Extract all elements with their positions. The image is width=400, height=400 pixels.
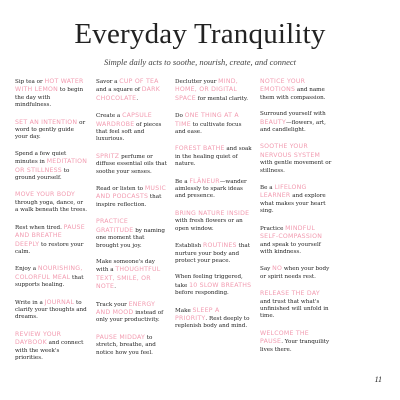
tip-text: or word to gently guide your day.	[15, 119, 86, 141]
tips-grid	[15, 78, 386, 378]
page-title: Everyday Tranquility	[74, 18, 326, 50]
tip-text: and a square of	[96, 87, 142, 94]
tip-item	[15, 191, 88, 214]
tip-text: .	[136, 95, 139, 102]
tip-highlight: 10 SLOW BREATHS	[189, 281, 252, 289]
tip-highlight: SOOTHE YOUR NERVOUS SYSTEM	[260, 143, 321, 159]
tip-text: When feeling triggered, take	[175, 274, 243, 289]
tip-item	[15, 331, 88, 363]
tip-text: perfume or diffuse essential oils that soothe your senses.	[96, 153, 167, 175]
tip-text: —flowers, art, and candlelight.	[260, 119, 326, 134]
tip-text: and soak in the healing quiet of nature.	[175, 146, 252, 168]
tip-text: —wander aimlessly to spark ideas and presence.	[175, 178, 247, 200]
tip-item	[96, 112, 167, 144]
tip-highlight: RELEASE THE DAY	[260, 290, 320, 298]
tip-highlight: CUP OF TEA	[119, 78, 159, 85]
tip-highlight: MOVE YOUR BODY	[15, 191, 76, 199]
tip-highlight: MINDFUL SELF-COMPASSION	[260, 224, 323, 241]
tip-text: Rest when tired.	[15, 224, 64, 231]
tips-column-1	[15, 78, 88, 371]
tip-highlight: BEAUTY	[260, 118, 286, 126]
tip-text: and trust that what's unfinished will unfold in time.	[260, 298, 329, 320]
tip-highlight: PRACTICE GRATITUDE	[96, 218, 134, 234]
tip-item	[260, 290, 332, 321]
tip-text: to ground yourself.	[15, 167, 70, 182]
tip-highlight: PAUSE MIDDAY	[96, 333, 146, 341]
tip-text: with fresh flowers or an open window.	[175, 218, 243, 232]
tip-item	[260, 111, 332, 134]
tip-text: Say	[260, 266, 273, 273]
tip-highlight: THOUGHTFUL TEXT, SMILE, OR NOTE	[96, 266, 161, 291]
tip-text: Practice	[260, 225, 286, 232]
tip-text: Enjoy a	[15, 266, 38, 273]
tip-item	[15, 299, 88, 322]
tip-text: Spend a few quiet minutes in	[15, 150, 67, 166]
tip-highlight: PAUSE AND BREATHE DEEPLY	[15, 223, 85, 248]
tip-highlight: DARK CHOCOLATE	[96, 86, 161, 102]
tip-highlight: NO	[272, 265, 283, 273]
tip-text: through yoga, dance, or a walk beneath the trees.	[15, 199, 88, 214]
tip-text: Create a	[96, 113, 123, 120]
tip-text: Declutter your	[175, 79, 219, 85]
tip-text: and speak to yourself with kindness.	[260, 241, 321, 255]
tip-text: to restore your calm.	[15, 241, 84, 255]
tip-text: . Rest deeply to replenish body and mind.	[175, 315, 250, 330]
tip-highlight: WELCOME THE PAUSE	[260, 329, 309, 346]
tip-text: Establish	[175, 243, 203, 250]
tip-text: with gentle movement or stillness.	[260, 160, 332, 174]
tip-item	[96, 301, 167, 325]
tip-item	[96, 78, 167, 103]
tip-item	[15, 151, 88, 183]
tips-column-2	[96, 78, 167, 366]
tip-highlight: FLÂNEUR	[189, 177, 220, 185]
tip-text: and connect with the week's priorities.	[15, 340, 84, 361]
tip-item	[175, 242, 252, 265]
tip-item	[260, 78, 332, 102]
tip-item	[260, 143, 332, 175]
tip-text: for mental clarity.	[195, 95, 249, 102]
tip-highlight: SET AN INTENTION	[15, 118, 78, 126]
tip-highlight: JOURNAL	[44, 298, 75, 306]
tip-text: Make	[175, 307, 193, 314]
tip-text: before responding.	[175, 290, 229, 297]
tip-item	[15, 119, 88, 142]
tip-text: by naming one moment that brought you joy.	[96, 227, 165, 249]
tip-item	[175, 145, 252, 168]
tip-item	[96, 259, 167, 292]
page-number: 11	[374, 375, 382, 384]
tip-item	[175, 210, 252, 233]
tip-item	[260, 265, 332, 281]
tip-text: Write in a	[15, 299, 45, 306]
tip-item	[175, 178, 252, 201]
tips-column-3	[175, 78, 252, 340]
tip-highlight: NOTICE YOUR EMOTIONS	[260, 78, 306, 94]
tip-item	[96, 218, 167, 250]
tips-column-4	[260, 78, 332, 363]
tip-highlight: ONE THING AT A TIME	[175, 112, 239, 128]
tip-highlight: REVIEW YOUR DAYBOOK	[15, 330, 62, 347]
tip-highlight: LIFELONG LEARNER	[260, 184, 307, 200]
tip-item	[175, 112, 252, 136]
tip-highlight: MEDITATION OR STILLNESS	[15, 158, 88, 174]
tip-item	[96, 334, 167, 357]
tip-item	[175, 307, 252, 331]
tip-text: Make someone's day with a	[96, 258, 155, 274]
tip-text: and name them with compassion.	[260, 87, 326, 101]
tip-item	[260, 184, 332, 216]
tip-item	[96, 153, 167, 176]
tip-item	[260, 225, 332, 257]
tip-text: of pieces that feel soft and luxurious.	[96, 121, 162, 143]
tip-highlight: SPRITZ	[96, 152, 120, 160]
tip-text: that supports healing.	[15, 274, 84, 289]
tip-highlight: NOURISHING, COLORFUL MEAL	[15, 265, 83, 281]
tip-item	[175, 274, 252, 297]
page-subtitle: Simple daily acts to soothe, nourish, create, and connect	[103, 57, 297, 67]
tip-text: to clarify your thoughts and dreams.	[15, 299, 87, 321]
tip-text: Do	[175, 113, 185, 120]
tip-highlight: BRING NATURE INSIDE	[175, 209, 250, 217]
tip-text: Sip tea or	[15, 79, 45, 85]
tip-text: to stretch, breathe, and notice how you feel.	[96, 334, 156, 356]
tip-highlight: MIND, HOME, OR DIGITAL SPACE	[175, 78, 238, 102]
tip-text: to begin the day with mindfulness.	[15, 87, 84, 109]
tip-highlight: SLEEP A PRIORITY	[175, 306, 220, 322]
tip-text: instead of only your productivity.	[96, 309, 164, 324]
tip-item	[15, 265, 88, 289]
tip-text: and explore what makes your heart sing.	[260, 193, 326, 215]
tip-highlight: ROUTINES	[202, 242, 237, 250]
tip-highlight: HOT WATER WITH LEMON	[15, 78, 84, 94]
tip-text: Savor a	[96, 79, 120, 85]
tip-text: Surround yourself with	[260, 111, 326, 118]
tip-text: Track your	[96, 301, 129, 308]
tip-text: .	[114, 284, 116, 291]
tip-text: Read or listen to	[96, 186, 145, 193]
tip-text: that nurture your body and protect your peace.	[175, 243, 250, 264]
tip-highlight: ENERGY AND MOOD	[96, 300, 156, 316]
tip-item	[15, 78, 88, 110]
tip-text: that inspire reflection.	[96, 194, 162, 208]
tip-text: to cultivate focus and ease.	[175, 121, 242, 136]
tip-text: . Your tranquility lives there.	[260, 339, 330, 353]
tip-text: when your body or spirit needs rest.	[260, 266, 330, 280]
tip-highlight: CAPSULE WARDROBE	[96, 112, 152, 128]
tip-highlight: MUSIC AND PODCASTS	[96, 185, 167, 201]
tip-text: Be a	[175, 178, 190, 185]
tip-item	[96, 185, 167, 209]
tip-item	[15, 224, 88, 257]
tip-text: Be a	[260, 185, 275, 192]
tip-item	[260, 330, 332, 354]
tip-item	[175, 78, 252, 103]
tip-highlight: FOREST BATHE	[175, 145, 225, 153]
